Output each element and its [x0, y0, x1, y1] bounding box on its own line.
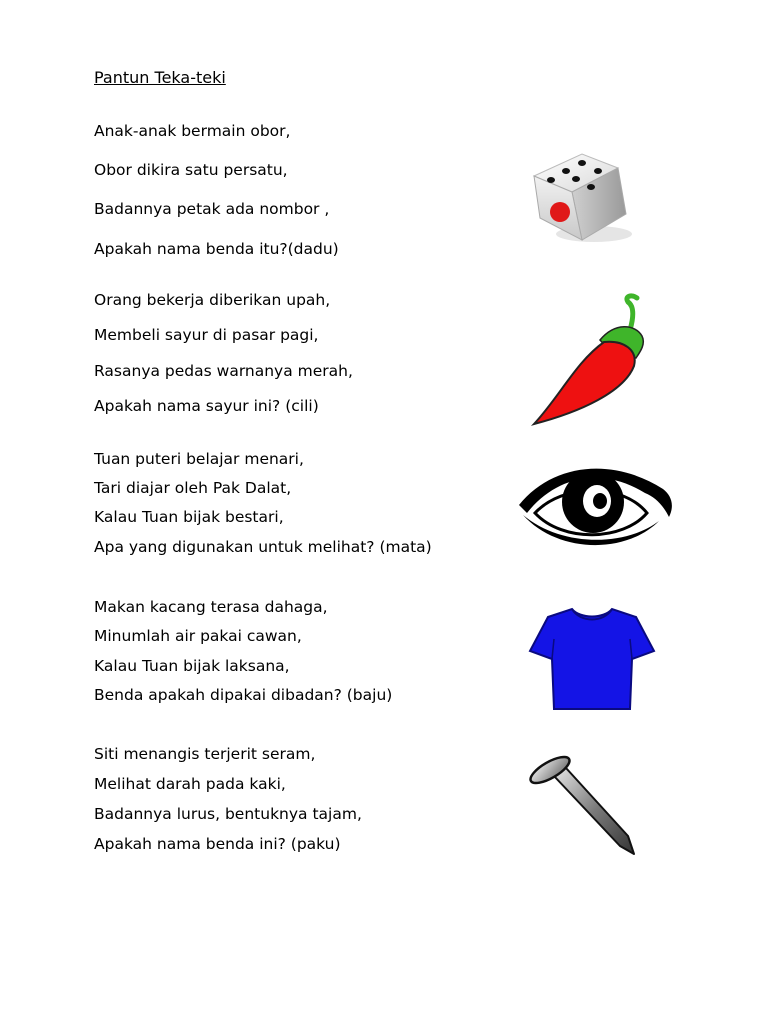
stanza-5-line-2: Melihat darah pada kaki, — [94, 775, 286, 793]
stanza-2-line-1: Orang bekerja diberikan upah, — [94, 291, 331, 309]
stanza-4-line-3: Kalau Tuan bijak laksana, — [94, 657, 290, 675]
stanza-4-line-4: Benda apakah dipakai dibadan? (baju) — [94, 686, 393, 704]
stanza-5-line-1: Siti menangis terjerit seram, — [94, 745, 316, 763]
stanza-1-line-4: Apakah nama benda itu?(dadu) — [94, 240, 339, 258]
stanza-2-line-4: Apakah nama sayur ini? (cili) — [94, 397, 319, 415]
stanza-3-line-1: Tuan puteri belajar menari, — [94, 450, 304, 468]
chili-image — [520, 292, 650, 428]
stanza-1-line-3: Badannya petak ada nombor , — [94, 200, 330, 218]
stanza-4-line-1: Makan kacang terasa dahaga, — [94, 598, 328, 616]
stanza-4-line-2: Minumlah air pakai cawan, — [94, 627, 302, 645]
stanza-5-line-4: Apakah nama benda ini? (paku) — [94, 835, 341, 853]
nail-image — [524, 754, 640, 858]
eye-image — [513, 455, 678, 555]
stanza-3-line-4: Apa yang digunakan untuk melihat? (mata) — [94, 538, 432, 556]
stanza-2-line-3: Rasanya pedas warnanya merah, — [94, 362, 353, 380]
stanza-1-line-2: Obor dikira satu persatu, — [94, 161, 288, 179]
dice-image — [526, 146, 636, 246]
stanza-2-line-2: Membeli sayur di pasar pagi, — [94, 326, 319, 344]
stanza-5-line-3: Badannya lurus, bentuknya tajam, — [94, 805, 362, 823]
stanza-3-line-2: Tari diajar oleh Pak Dalat, — [94, 479, 292, 497]
document-title: Pantun Teka-teki — [94, 68, 226, 87]
stanza-3-line-3: Kalau Tuan bijak bestari, — [94, 508, 284, 526]
shirt-image — [528, 605, 656, 715]
stanza-1-line-1: Anak-anak bermain obor, — [94, 122, 291, 140]
